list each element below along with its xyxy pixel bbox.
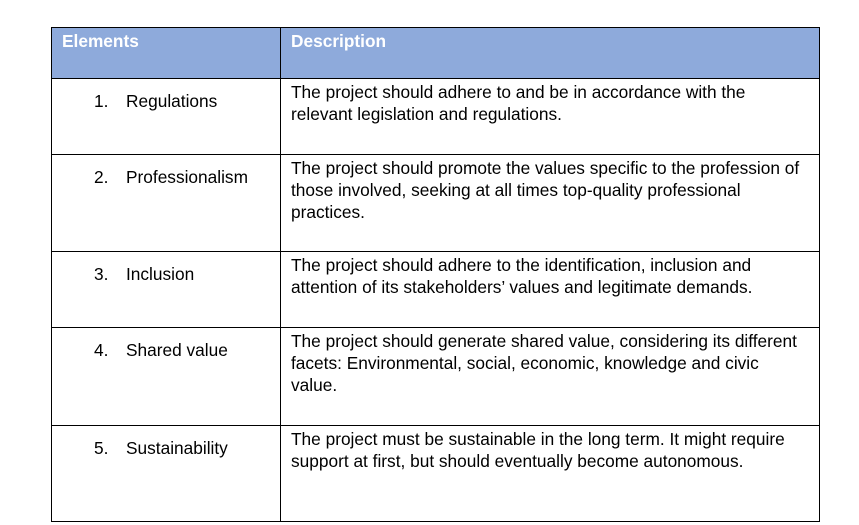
table-row — [52, 426, 820, 522]
table-row — [52, 328, 820, 426]
element-name: Inclusion — [126, 264, 195, 284]
element-cell — [52, 155, 281, 252]
description-cell: The project should adhere to the identification, inclusion and attention of its stakeholders’ values and legitimate demands. — [281, 252, 820, 328]
principles-table — [51, 27, 820, 522]
element-number: 3. — [94, 264, 109, 284]
element-name: Sustainability — [126, 438, 228, 458]
element-name: Regulations — [126, 91, 218, 111]
table-row — [52, 79, 820, 155]
element-cell — [52, 252, 281, 328]
description-cell: The project should generate shared value, considering its different facets: Environmental, social, economic, knowledge and civic value. — [281, 328, 820, 426]
element-number: 4. — [94, 340, 109, 360]
element-number: 5. — [94, 438, 109, 458]
table-row — [52, 252, 820, 328]
principles-table-container — [51, 27, 819, 522]
element-name: Professionalism — [126, 167, 248, 187]
table-row — [52, 155, 820, 252]
header-description: Description — [281, 28, 820, 79]
element-cell — [52, 426, 281, 522]
element-number: 1. — [94, 91, 109, 111]
element-cell — [52, 328, 281, 426]
table-header-row — [52, 28, 820, 79]
description-cell: The project should adhere to and be in accordance with the relevant legislation and regulations. — [281, 79, 820, 155]
element-name: Shared value — [126, 340, 228, 360]
element-cell — [52, 79, 281, 155]
header-elements: Elements — [52, 28, 281, 79]
description-cell: The project must be sustainable in the long term. It might require support at first, but should eventually become autonomous. — [281, 426, 820, 522]
element-number: 2. — [94, 167, 109, 187]
description-cell: The project should promote the values specific to the profession of those involved, seeking at all times top-quality professional practices. — [281, 155, 820, 252]
